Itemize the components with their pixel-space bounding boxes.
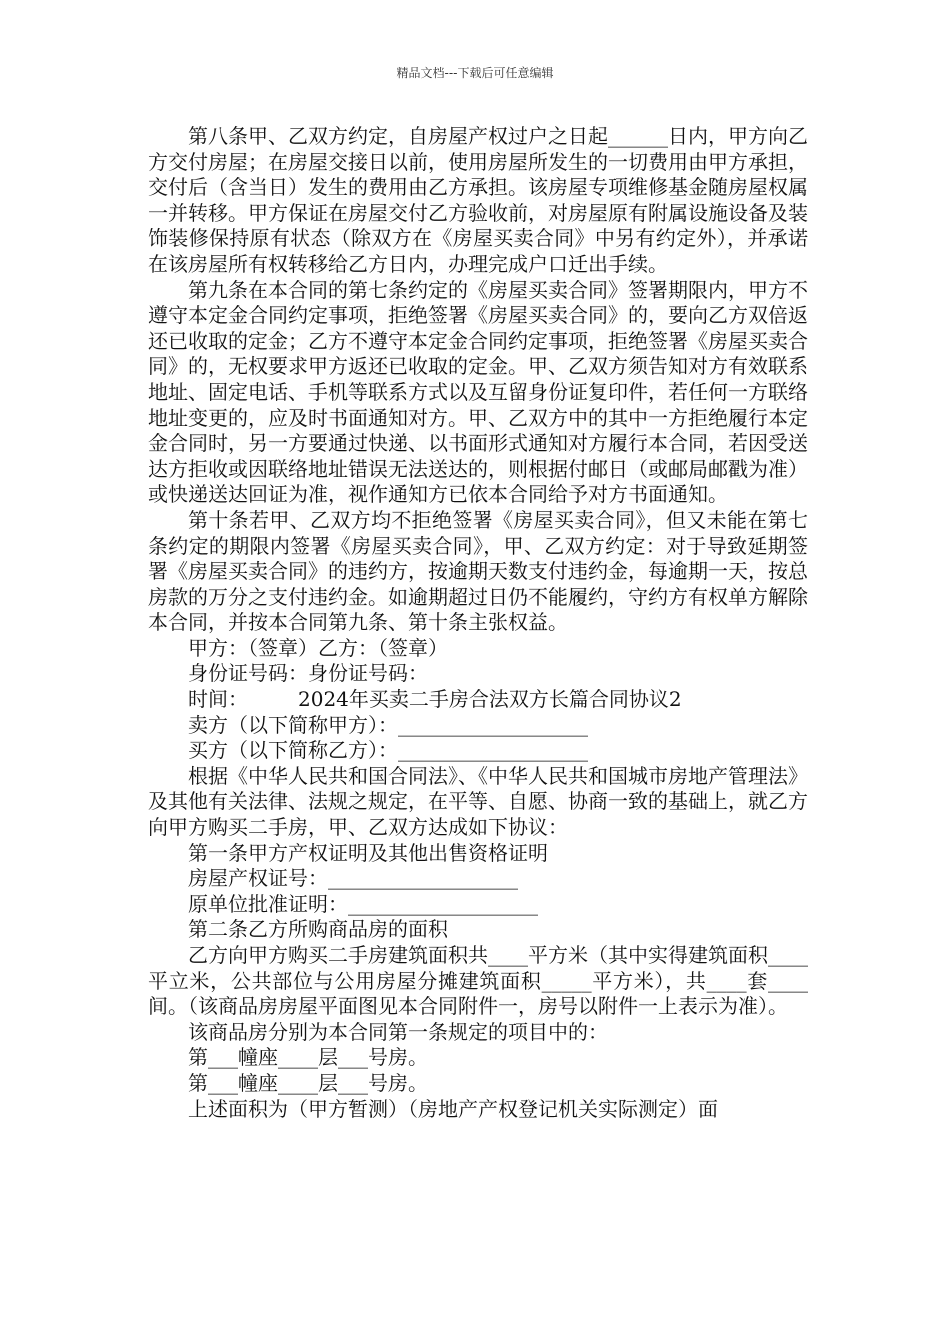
article-8-paragraph: 第八条甲、乙双方约定，自房屋产权过户之日起______日内，甲方向乙方交付房屋；在房屋交接日以前，使用房屋所发生的一切费用由甲方承担，交付后（含当日）发生的费用由乙方承担。该房屋专项维修基金随房屋权属一并转移。甲方保证在房屋交付乙方验收前，对房屋原有附属设施设备及装饰装修保持原有状态（除双方在《房屋买卖合同》中另有约定外），并承诺在该房屋所有权转移给乙方日内，办理完成户口迁出手续。 <box>148 124 808 276</box>
area-paragraph: 乙方向甲方购买二手房建筑面积共____平方米（其中实得建筑面积____平立米，公共部位与公用房屋分摊建筑面积_____平方米），共____套____间。（该商品房房屋平面图见本合同附件一，房号以附件一上表示为准）。 <box>148 943 808 1019</box>
article-9-paragraph: 第九条在本合同的第七条约定的《房屋买卖合同》签署期限内，甲方不遵守本定金合同约定事项，拒绝签署《房屋买卖合同》的，要向乙方双倍返还已收取的定金；乙方不遵守本定金合同约定事项，拒绝签署《房屋买卖合同》的，无权要求甲方返还已收取的定金。甲、乙双方须告知对方有效联系地址、固定电话、手机等联系方式以及互留身份证复印件，若任何一方联络地址变更的，应及时书面通知对方。甲、乙双方中的其中一方拒绝履行本定金合同时，另一方要通过快递、以书面形式通知对方履行本合同，若因受送达方拒收或因联络地址错误无法送达的，则根据付邮日（或邮局邮戳为准）或快递送达回证为准，视作通知方已依本合同给予对方书面通知。 <box>148 277 808 507</box>
page-header: 精品文档---下载后可任意编辑 <box>396 66 554 80</box>
project-location-line: 该商品房分别为本合同第一条规定的项目中的： <box>188 1019 608 1044</box>
time-and-title-line: 时间： 2024年买卖二手房合法双方长篇合同协议2 <box>188 687 682 712</box>
unit-line-2: 第___幢座____层___号房。 <box>188 1070 428 1095</box>
document-body <box>148 124 808 1122</box>
id-number-line: 身份证号码：身份证号码： <box>188 661 428 686</box>
article-10-paragraph: 第十条若甲、乙双方均不拒绝签署《房屋买卖合同》，但又未能在第七条约定的期限内签署《房屋买卖合同》，甲、乙双方约定：对于导致延期签署《房屋买卖合同》的违约方，按逾期天数支付违约金，每逾期一天，按总房款的万分之支付违约金。如逾期超过日仍不能履约，守约方有权单方解除本合同，并按本合同第九条、第十条主张权益。 <box>148 507 808 635</box>
signature-line: 甲方：（签章）乙方：（签章） <box>188 635 448 660</box>
buyer-line: 买方（以下简称乙方）：___________________ <box>188 738 588 763</box>
article-2-heading: 第二条乙方所购商品房的面积 <box>188 917 448 942</box>
unit-line-1: 第___幢座____层___号房。 <box>188 1045 428 1070</box>
approval-certificate-line: 原单位批准证明：___________________ <box>188 891 538 916</box>
seller-line: 卖方（以下简称甲方）：___________________ <box>188 712 588 737</box>
property-certificate-line: 房屋产权证号：___________________ <box>188 866 518 891</box>
article-1-heading: 第一条甲方产权证明及其他出售资格证明 <box>188 840 548 865</box>
area-measurement-line: 上述面积为（甲方暂测）（房地产产权登记机关实际测定）面 <box>188 1096 718 1121</box>
preamble-paragraph: 根据《中华人民共和国合同法》、《中华人民共和国城市房地产管理法》及其他有关法律、法规之规定，在平等、自愿、协商一致的基础上，就乙方向甲方购买二手房，甲、乙双方达成如下协议： <box>148 763 808 840</box>
